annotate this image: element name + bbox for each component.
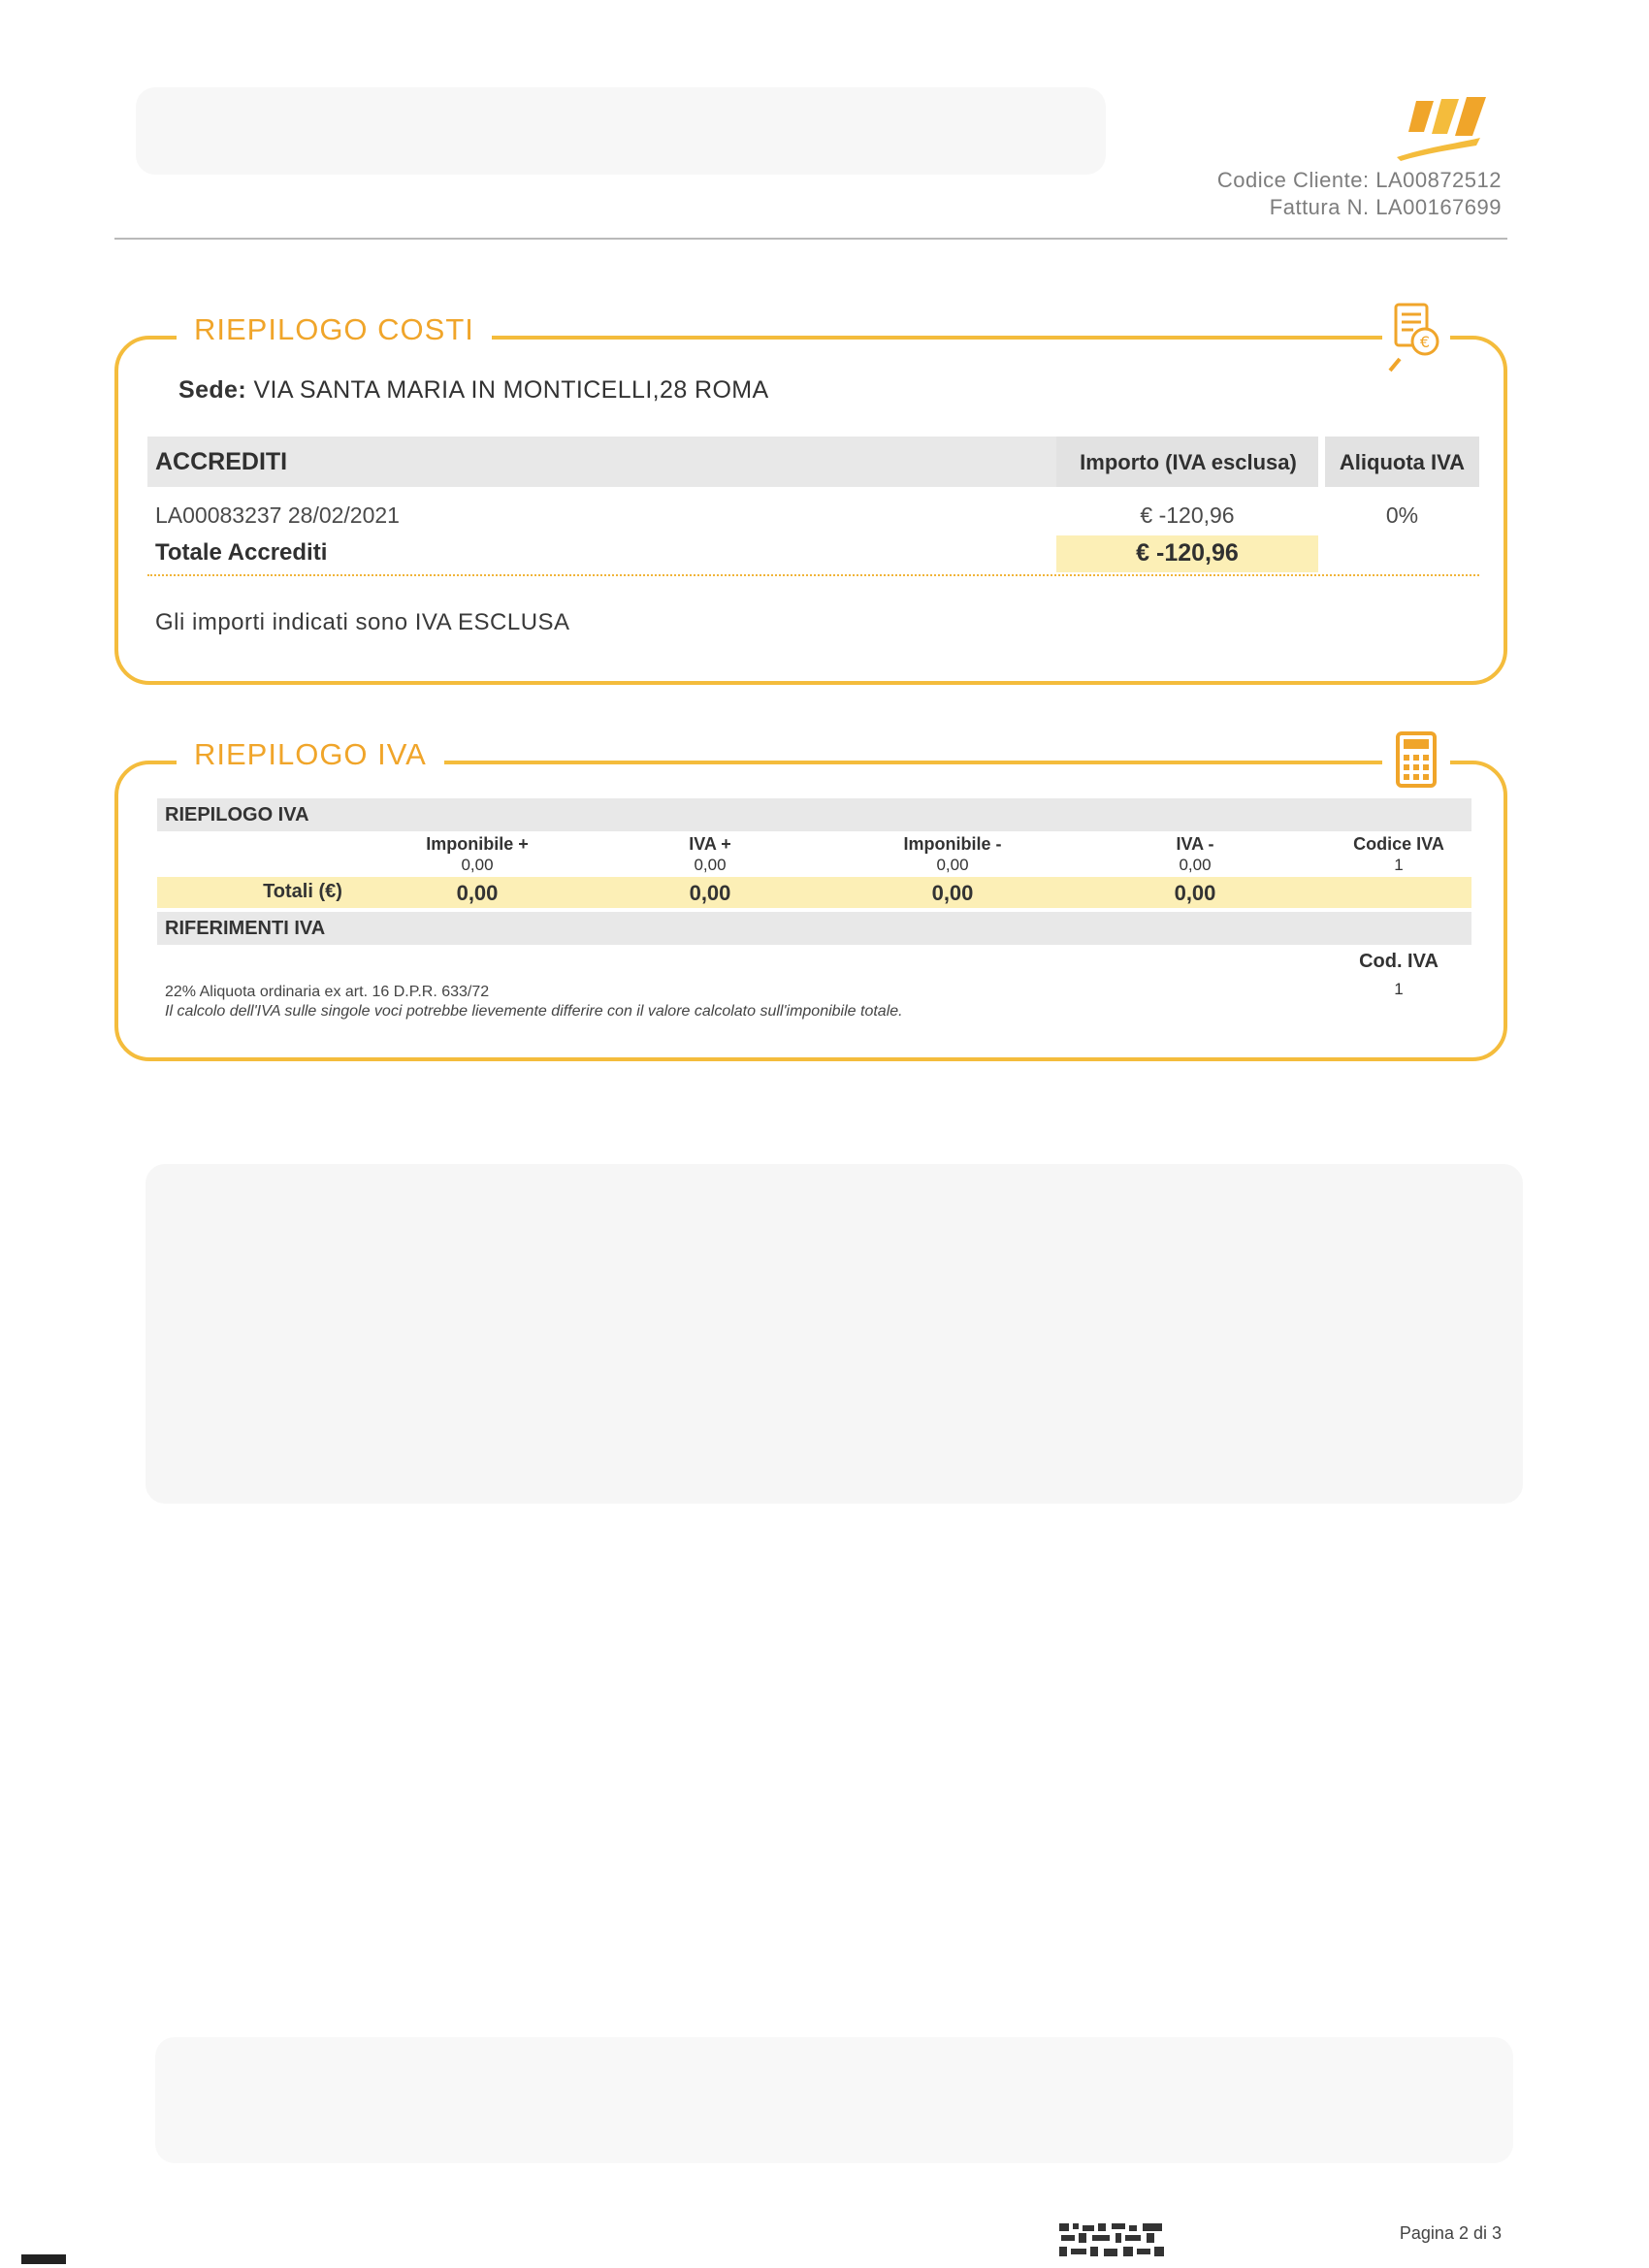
iva-esclusa-note: Gli importi indicati sono IVA ESCLUSA <box>155 609 570 635</box>
header-divider <box>114 238 1507 240</box>
brand-logo-icon <box>1387 93 1513 163</box>
sede-line <box>178 376 769 405</box>
totale-imponibile-minus: 0,00 <box>931 881 974 905</box>
riepilogo-costi-title: RIEPILOGO COSTI <box>177 312 492 347</box>
svg-text:€: € <box>1419 333 1431 351</box>
col-imponibile-minus: Imponibile - <box>903 834 1002 854</box>
val-imponibile-plus: 0,00 <box>461 856 494 874</box>
accrediti-header-bar <box>147 437 1081 487</box>
col-iva-minus: IVA - <box>1176 834 1214 854</box>
col-codice-iva: Codice IVA <box>1353 834 1444 854</box>
sede-label: Sede: <box>178 376 247 404</box>
sede-value: VIA SANTA MARIA IN MONTICELLI,28 ROMA <box>253 376 769 404</box>
totali-label: Totali (€) <box>263 881 342 902</box>
riferimenti-header-bar <box>157 912 1471 945</box>
calculator-icon <box>1382 726 1450 803</box>
totale-imponibile-plus: 0,00 <box>456 881 499 905</box>
fattura-numero: Fattura N. LA00167699 <box>1269 195 1502 219</box>
totale-iva-minus: 0,00 <box>1174 881 1216 905</box>
aliquota-code: 1 <box>1394 980 1404 998</box>
scan-mark <box>21 2254 66 2264</box>
totale-dotted-rule <box>147 574 1479 576</box>
show-through-area-bottom <box>155 2037 1513 2163</box>
col-iva-plus: IVA + <box>689 834 731 854</box>
totale-iva-plus: 0,00 <box>689 881 731 905</box>
riepilogo-iva-section-label: RIEPILOGO IVA <box>165 804 309 826</box>
page-number: Pagina 2 di 3 <box>1399 2223 1502 2243</box>
riepilogo-costi-panel <box>114 312 1507 685</box>
importo-header: Importo (IVA esclusa) <box>1080 450 1297 474</box>
totale-accrediti-value: € -120,96 <box>1136 539 1239 567</box>
codice-cliente: Codice Cliente: LA00872512 <box>1216 168 1502 192</box>
header-info <box>1217 167 1502 221</box>
val-codice-iva: 1 <box>1394 856 1404 874</box>
val-iva-plus: 0,00 <box>694 856 727 874</box>
accrediti-header: ACCREDITI <box>155 448 288 475</box>
aliquota-ordinaria-text: 22% Aliquota ordinaria ex art. 16 D.P.R. 633/72 <box>165 984 490 1000</box>
col-imponibile-plus: Imponibile + <box>426 834 529 854</box>
aliquota-header: Aliquota IVA <box>1339 450 1466 474</box>
totale-accrediti-label: Totale Accrediti <box>155 539 328 566</box>
show-through-area-middle <box>146 1164 1523 1504</box>
riepilogo-iva-header-bar <box>157 798 1471 831</box>
riepilogo-iva-title: RIEPILOGO IVA <box>177 737 444 772</box>
riepilogo-iva-panel <box>114 737 1507 1061</box>
qr-code-icon <box>1057 2221 1166 2258</box>
show-through-area-top <box>136 87 1106 175</box>
invoice-euro-icon <box>1382 299 1450 376</box>
accredito-row-desc: LA00083237 28/02/2021 <box>155 502 400 528</box>
cod-iva-header: Cod. IVA <box>1359 951 1439 972</box>
val-imponibile-minus: 0,00 <box>936 856 969 874</box>
accredito-row-aliquota: 0% <box>1385 502 1419 528</box>
accredito-row-importo: € -120,96 <box>1140 502 1235 528</box>
val-iva-minus: 0,00 <box>1179 856 1212 874</box>
iva-disclaimer: Il calcolo dell'IVA sulle singole voci potrebbe lievemente differire con il valore calcolato sull'imponibile totale. <box>165 1003 903 1020</box>
riferimenti-iva-label: RIFERIMENTI IVA <box>165 918 326 939</box>
